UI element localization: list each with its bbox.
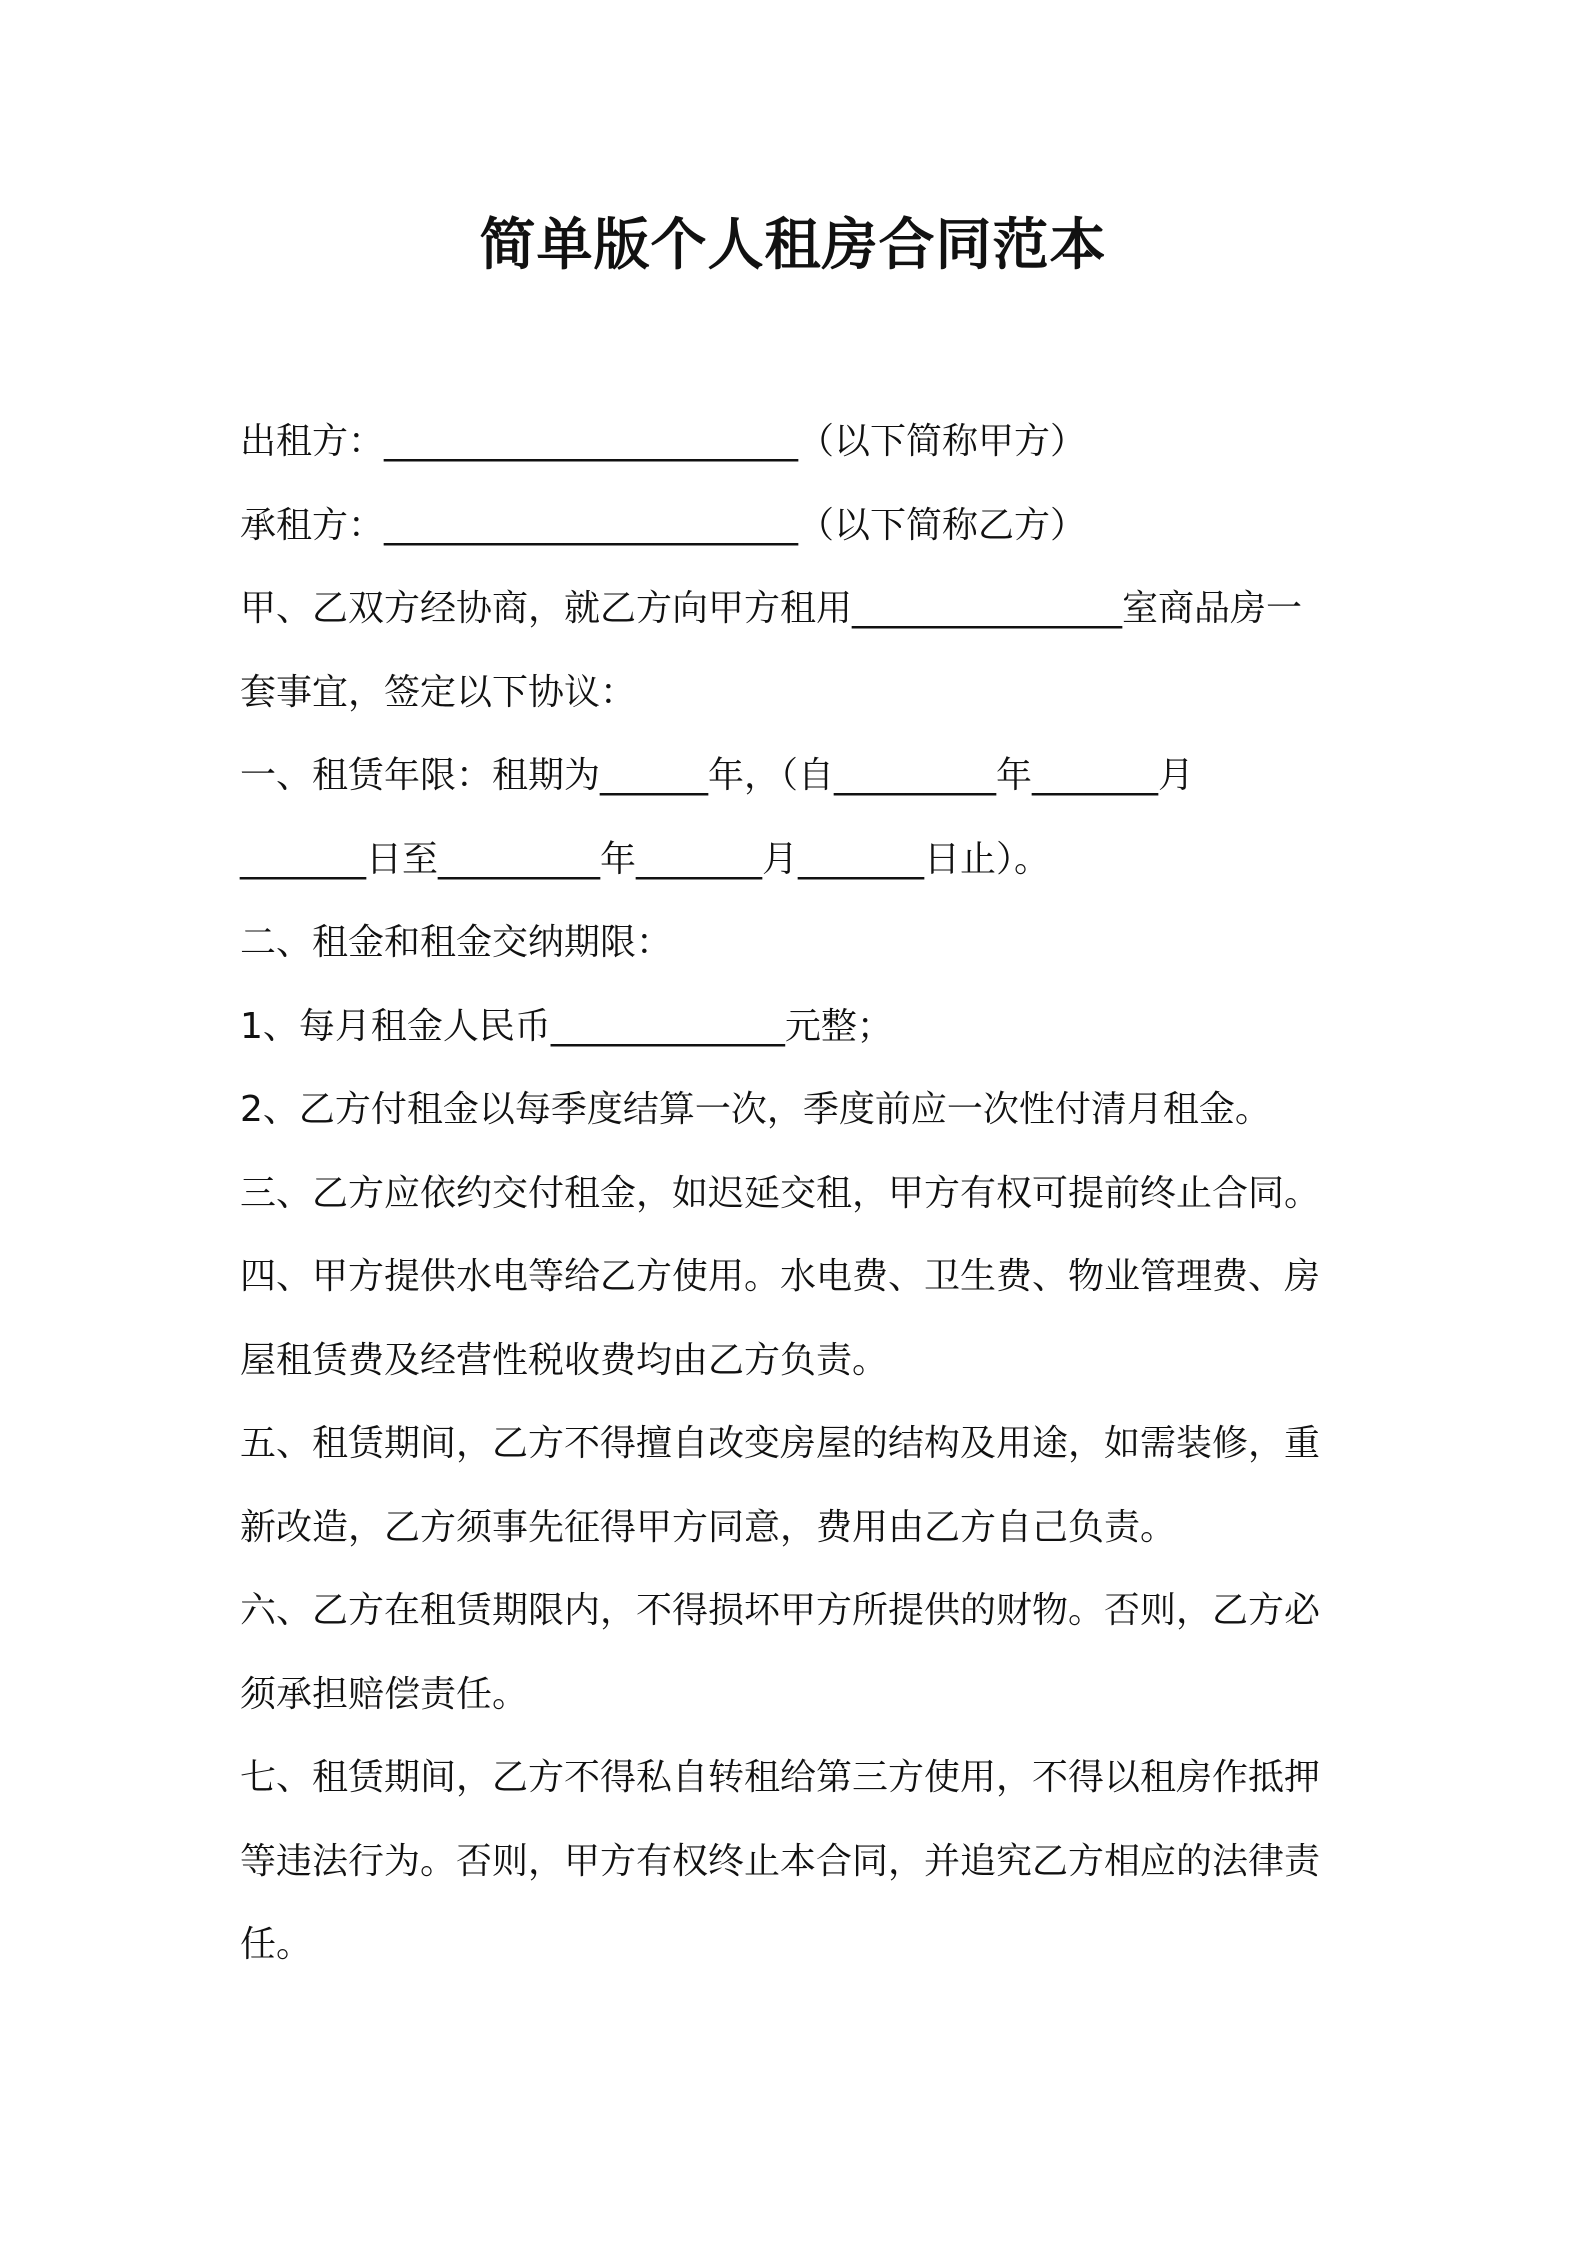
- document-title: 简单版个人租房合同范本: [479, 213, 1107, 278]
- contract-body: [240, 400, 1360, 1987]
- clause-5-line-1: 五、租赁期间，乙方不得擅自改变房屋的结构及用途，如需装修，重: [240, 1423, 1321, 1464]
- clause-6-line-2: 须承担赔偿责任。: [240, 1673, 529, 1715]
- clause-3: 三、乙方应依约交付租金，如迟延交租，甲方有权可提前终止合同。: [240, 1172, 1321, 1214]
- clause-4-line-1: 四、甲方提供水电等给乙方使用。水电费、卫生费、物业管理费、房: [240, 1256, 1321, 1297]
- preamble-line-1: 甲、乙双方经协商，就乙方向甲方租用_______________室商品房一: [240, 588, 1303, 629]
- clause-2-item-1: 1、每月租金人民币_____________元整；: [240, 1005, 893, 1047]
- clause-2-heading: 二、租金和租金交纳期限：: [240, 922, 673, 963]
- lessor-line: 出租方：_______________________（以下简称甲方）: [240, 421, 1087, 462]
- clause-7-line-1: 七、租赁期间，乙方不得私自转租给第三方使用，不得以租房作抵押: [240, 1757, 1321, 1798]
- clause-2-item-2: 2、乙方付租金以每季度结算一次，季度前应一次性付清月租金。: [240, 1089, 1271, 1130]
- clause-7-line-3: 任。: [240, 1924, 313, 1965]
- clause-4-line-2: 屋租赁费及经营性税收费均由乙方负责。: [240, 1339, 889, 1381]
- lessee-line: 承租方：_______________________（以下简称乙方）: [240, 504, 1087, 546]
- clause-7-line-2: 等违法行为。否则，甲方有权终止本合同，并追究乙方相应的法律责: [240, 1840, 1321, 1882]
- preamble-line-2: 套事宜，签定以下协议：: [240, 671, 637, 713]
- clause-1-line-2: _______日至_________年_______月_______日止）。: [240, 838, 1051, 880]
- clause-5-line-2: 新改造，乙方须事先征得甲方同意，费用由乙方自己负责。: [240, 1506, 1177, 1548]
- clause-6-line-1: 六、乙方在租赁期限内，不得损坏甲方所提供的财物。否则，乙方必: [240, 1590, 1321, 1631]
- clause-1-line-1: 一、租赁年限：租期为______年，（自_________年_______月: [240, 755, 1195, 796]
